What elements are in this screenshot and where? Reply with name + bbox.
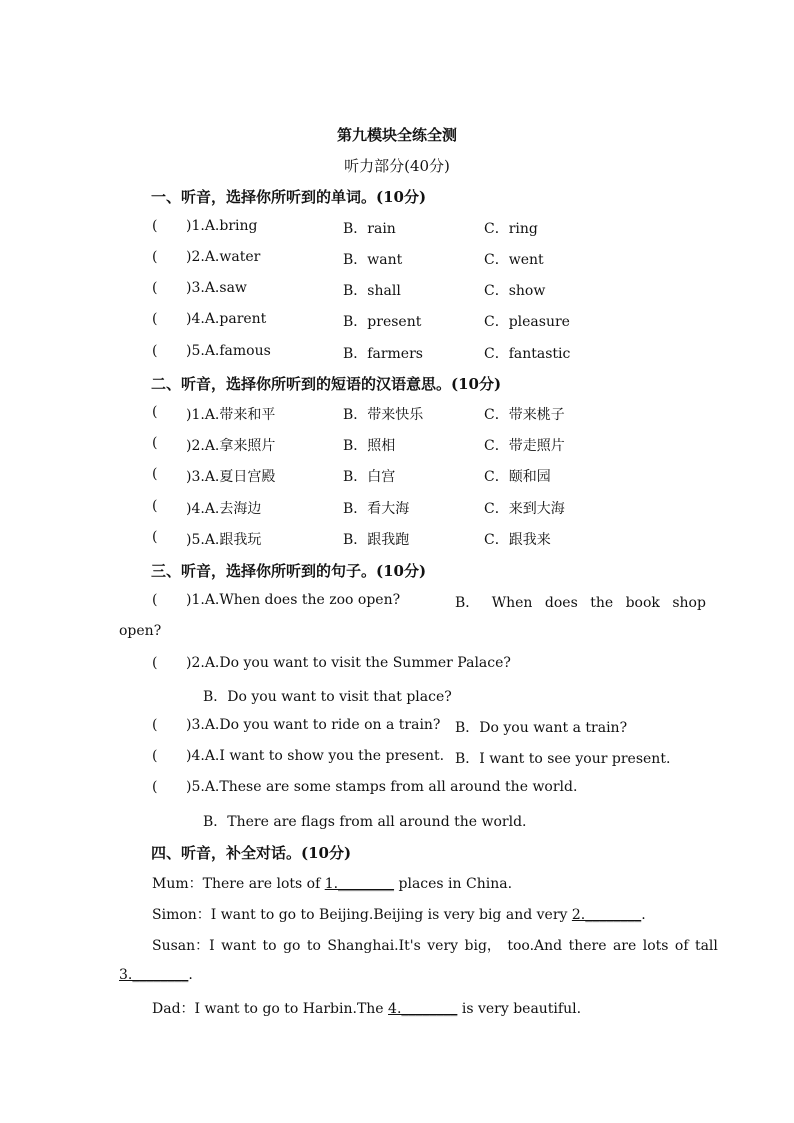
answer-paren: ( — [152, 748, 158, 764]
option-a: )3.A.saw — [186, 280, 247, 296]
option-b: B．白宫 — [343, 469, 396, 485]
answer-paren: ( — [152, 280, 158, 296]
dialogue-text: Dad：I want to go to Harbin.The — [152, 1001, 389, 1017]
option-b: B．farmers — [343, 346, 423, 362]
option-c: C．带走照片 — [484, 438, 565, 454]
answer-paren: ( — [152, 717, 158, 733]
option-b: B．照相 — [343, 438, 396, 454]
option-a: )4.A.parent — [186, 311, 267, 327]
dialogue-line-dad — [152, 998, 581, 1018]
answer-paren: ( — [152, 311, 158, 327]
option-c: C．pleasure — [484, 314, 570, 330]
dialogue-line-susan-continuation — [119, 967, 193, 983]
option-a: )5.A.跟我玩 — [186, 532, 262, 548]
option-b: B．rain — [343, 221, 396, 237]
answer-paren: ( — [152, 592, 158, 608]
dialogue-text: Mum：There are lots of — [152, 876, 325, 892]
blank-4: 4.________ — [388, 1001, 458, 1017]
option-b: B．want — [343, 252, 403, 268]
answer-paren: ( — [152, 343, 158, 359]
option-c: C．跟我来 — [484, 532, 551, 548]
option-a: )1.A.When does the zoo open? — [186, 592, 401, 608]
dialogue-text: . — [188, 967, 193, 983]
option-b: B．Do you want to visit that place? — [203, 689, 452, 705]
answer-paren: ( — [152, 249, 158, 265]
option-c: C．带来桃子 — [484, 407, 565, 423]
option-a: )4.A.I want to show you the present. — [186, 748, 445, 764]
section-1-heading: 一、听音，选择你所听到的单词。(10分) — [151, 188, 427, 206]
blank-3: 3.________ — [119, 967, 189, 983]
option-b-continuation: open? — [119, 623, 162, 639]
dialogue-line-susan: Susan：I want to go to Shanghai.It's very big， too.And there are lots of tall — [152, 938, 718, 954]
option-b: B．There are flags from all around the world. — [203, 814, 527, 830]
option-b: B．跟我跑 — [343, 532, 410, 548]
section-3-heading: 三、听音，选择你所听到的句子。(10分) — [151, 562, 427, 580]
dialogue-text: places in China. — [394, 876, 513, 892]
answer-paren: ( — [152, 435, 158, 451]
answer-paren: ( — [152, 529, 158, 545]
option-a: )5.A.famous — [186, 343, 271, 359]
option-b: B．I want to see your present. — [455, 751, 671, 767]
option-c: C．went — [484, 252, 544, 268]
blank-1: 1.________ — [324, 876, 395, 892]
option-a: )2.A.Do you want to visit the Summer Palace? — [186, 655, 511, 671]
answer-paren: ( — [152, 404, 158, 420]
page-subtitle: 听力部分(40分) — [344, 157, 450, 175]
option-a: )1.A.bring — [186, 218, 258, 234]
section-4-heading: 四、听音，补全对话。(10分) — [151, 844, 352, 862]
answer-paren: ( — [152, 466, 158, 482]
option-c: C．fantastic — [484, 346, 571, 362]
option-b: B．带来快乐 — [343, 407, 424, 423]
blank-2: 2.________ — [571, 907, 642, 923]
option-b: B．看大海 — [343, 501, 410, 517]
answer-paren: ( — [152, 655, 158, 671]
option-b: B．Do you want a train? — [455, 720, 628, 736]
dialogue-text: is very beautiful. — [457, 1001, 582, 1017]
answer-paren: ( — [152, 498, 158, 514]
option-a: )3.A.Do you want to ride on a train? — [186, 717, 441, 733]
dialogue-text: Simon：I want to go to Beijing.Beijing is very big and very — [152, 907, 572, 923]
answer-paren: ( — [152, 218, 158, 234]
option-a: )3.A.夏日宫殿 — [186, 469, 276, 485]
page-title: 第九模块全练全测 — [336, 126, 457, 144]
option-c: C．颐和园 — [484, 469, 551, 485]
option-c: C．ring — [484, 221, 538, 237]
option-a: )2.A.拿来照片 — [186, 438, 276, 454]
answer-paren: ( — [152, 779, 158, 795]
option-b: B． When does the book shop — [455, 595, 706, 611]
dialogue-line-mum — [152, 873, 512, 893]
option-a: )1.A.带来和平 — [186, 407, 276, 423]
dialogue-line-simon — [152, 904, 646, 924]
option-b: B．shall — [343, 283, 401, 299]
option-b: B．present — [343, 314, 422, 330]
option-a: )4.A.去海边 — [186, 501, 262, 517]
dialogue-text: . — [641, 907, 646, 923]
option-a: )2.A.water — [186, 249, 261, 265]
option-c: C．show — [484, 283, 546, 299]
section-2-heading: 二、听音，选择你所听到的短语的汉语意思。(10分) — [151, 375, 502, 393]
option-a: )5.A.These are some stamps from all around the world. — [186, 779, 578, 795]
option-c: C．来到大海 — [484, 501, 565, 517]
